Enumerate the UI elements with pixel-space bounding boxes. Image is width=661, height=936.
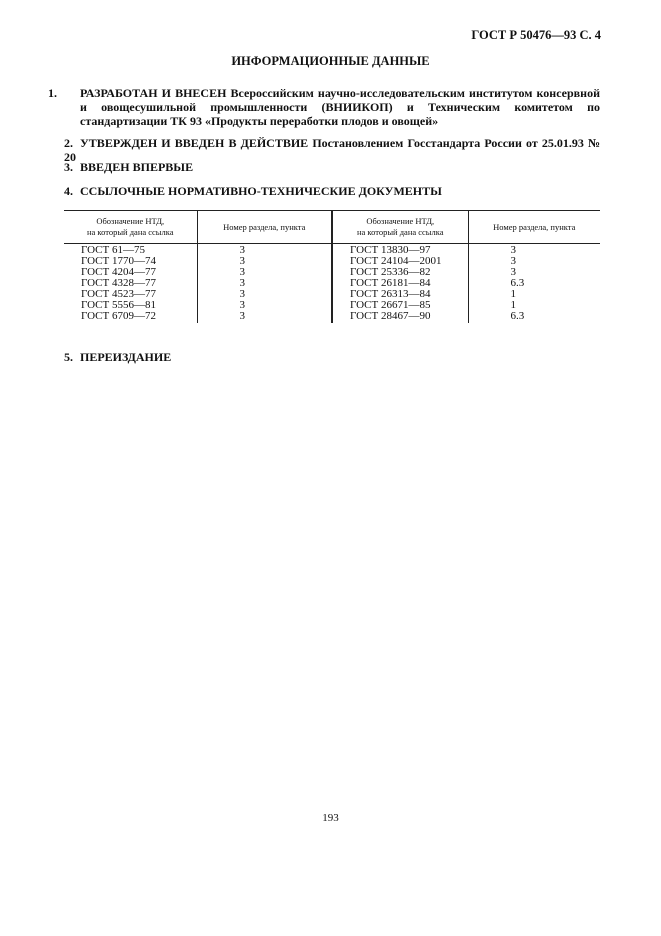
header-designation-right: Обозначение НТД, на который дана ссылка (331, 211, 468, 243)
header-section-right: Номер раздела, пункта (468, 211, 601, 243)
table-cell: 1 (510, 288, 516, 300)
table-cell: 3 (510, 255, 516, 267)
page-number: 193 (322, 812, 339, 824)
table-cell: ГОСТ 26181—84 (350, 277, 431, 289)
table-cell: ГОСТ 28467—90 (350, 310, 431, 322)
page-title: ИНФОРМАЦИОННЫЕ ДАННЫЕ (231, 54, 430, 68)
table-cell: ГОСТ 61—75 (81, 244, 145, 256)
item-number: 4. (64, 184, 73, 198)
item-text: Всероссийским научно-исследовательским институтом консервной и овощесушильной промышленности (ВНИИКОП) и Техническим комитетом по стандартизации ТК 93 «Продукты переработки плодов и овощей» (80, 86, 600, 128)
reference-documents-table (64, 210, 600, 323)
table-cell: ГОСТ 5556—81 (81, 299, 156, 311)
table-cell: 1 (510, 299, 516, 311)
item-heading: УТВЕРЖДЕН И ВВЕДЕН В ДЕЙСТВИЕ (80, 136, 309, 150)
table-cell: ГОСТ 1770—74 (81, 255, 156, 267)
info-item-5 (64, 350, 600, 364)
item-number: 5. (64, 350, 73, 364)
left-doc-column (64, 244, 197, 323)
header-section-left: Номер раздела, пункта (197, 211, 332, 243)
table-cell: 6.3 (510, 277, 525, 289)
item-heading: ВВЕДЕН ВПЕРВЫЕ (80, 160, 194, 174)
table-cell: 3 (239, 288, 245, 300)
table-header (64, 211, 600, 244)
table-cell: ГОСТ 13830—97 (350, 244, 431, 256)
table-cell: ГОСТ 24104—2001 (350, 255, 442, 267)
table-cell: 3 (239, 244, 245, 256)
info-item-4 (64, 184, 600, 198)
document-code: ГОСТ Р 50476—93 С. 4 (471, 28, 601, 42)
table-cell: 3 (239, 266, 245, 278)
table-cell: 3 (239, 310, 245, 322)
table-cell: ГОСТ 6709—72 (81, 310, 156, 322)
table-cell: 3 (510, 244, 516, 256)
table-cell: 6.3 (510, 310, 525, 322)
item-number: 2. (64, 136, 73, 150)
item-heading: ССЫЛОЧНЫЕ НОРМАТИВНО-ТЕХНИЧЕСКИЕ ДОКУМЕНТЫ (80, 184, 442, 198)
table-cell: ГОСТ 4328—77 (81, 277, 156, 289)
info-item-3 (64, 160, 600, 174)
header-designation-left: Обозначение НТД, на который дана ссылка (86, 216, 174, 237)
info-item-1 (48, 86, 600, 128)
left-section-column (197, 244, 332, 323)
item-number: 3. (64, 160, 73, 174)
table-cell: 3 (239, 255, 245, 267)
table-cell: ГОСТ 26313—84 (350, 288, 431, 300)
table-cell: ГОСТ 25336—82 (350, 266, 431, 278)
table-cell: 3 (239, 277, 245, 289)
table-cell: 3 (239, 299, 245, 311)
item-number: 1. (48, 86, 57, 100)
right-section-column (468, 244, 601, 323)
table-body (64, 244, 600, 323)
item-heading: РАЗРАБОТАН И ВНЕСЕН (80, 86, 227, 100)
right-doc-column (331, 244, 468, 323)
table-cell: 3 (510, 266, 516, 278)
item-text: Постановлением Госстандарта России от 25.01.93 № 20 (64, 136, 601, 164)
item-heading: ПЕРЕИЗДАНИЕ (80, 350, 172, 364)
table-cell: ГОСТ 26671—85 (350, 299, 431, 311)
table-cell: ГОСТ 4523—77 (81, 288, 156, 300)
table-cell: ГОСТ 4204—77 (81, 266, 156, 278)
